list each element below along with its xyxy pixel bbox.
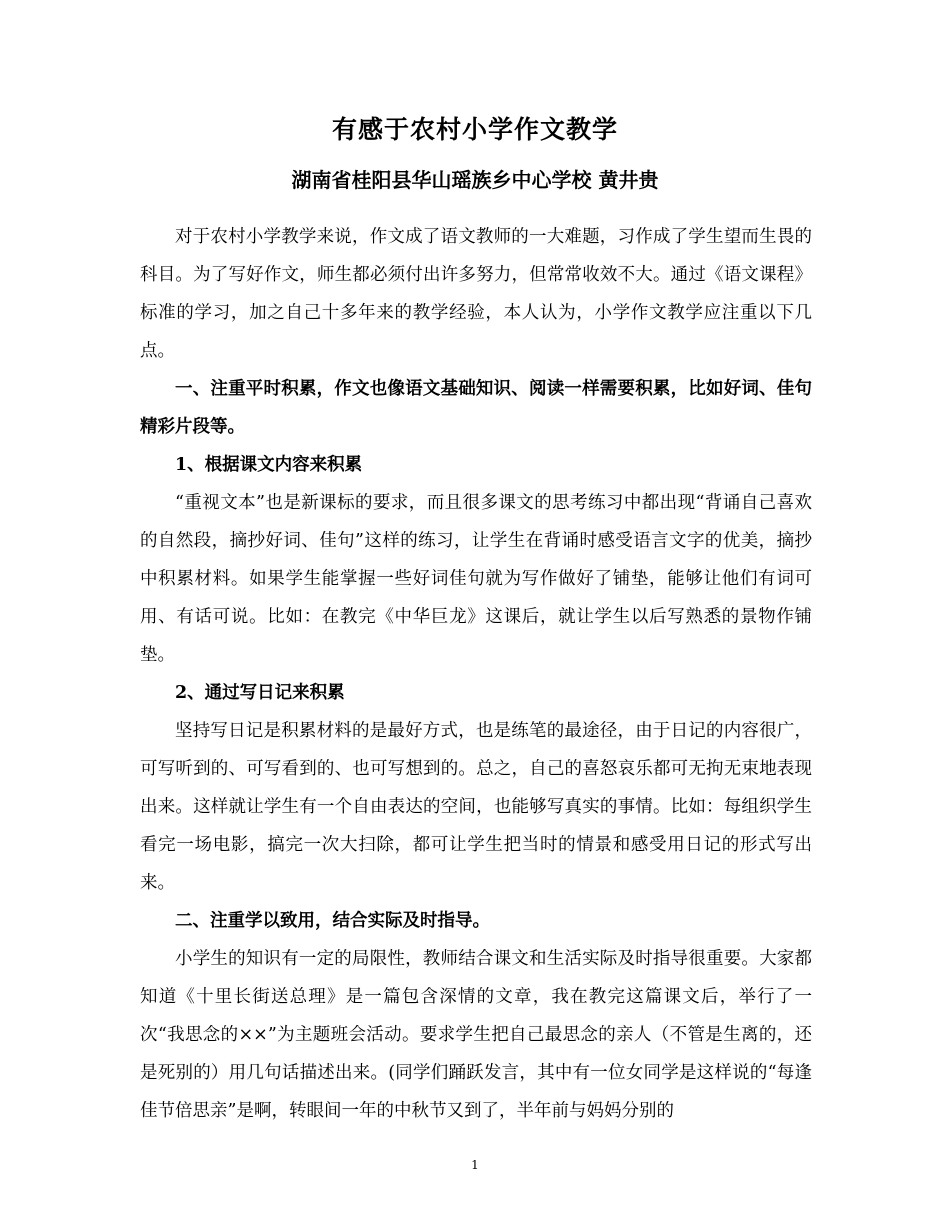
document-body <box>140 218 812 1130</box>
body-paragraph-1: “重视文本”也是新课标的要求，而且很多课文的思考练习中都出现“背诵自己喜欢的自然段，摘抄好词、佳句”这样的练习，让学生在背诵时感受语言文字的优美，摘抄中积累材料。如果学生能掌握一些好词佳句就为写作做好了铺垫，能够让他们有词可用、有话可说。比如：在教完《中华巨龙》这课后，就让学生以后写熟悉的景物作铺垫。 <box>140 493 812 665</box>
section-heading-1: 一、注重平时积累，作文也像语文基础知识、阅读一样需要积累，比如好词、佳句精彩片段等。 <box>140 379 812 437</box>
subsection-heading-2: 2、通过写日记来积累 <box>175 683 345 703</box>
subsection-heading-1: 1、根据课文内容来积累 <box>175 455 363 475</box>
page-number: 1 <box>471 1158 479 1172</box>
page-title: 有感于农村小学作文教学 <box>331 115 618 144</box>
intro-paragraph: 对于农村小学教学来说，作文成了语文教师的一大难题，习作成了学生望而生畏的科目。为了写好作文，师生都必须付出许多努力，但常常收效不大。通过《语文课程》标准的学习，加之自己十多年来的教学经验，本人认为，小学作文教学应注重以下几点。 <box>140 227 812 361</box>
section-heading-2: 二、注重学以致用，结合实际及时指导。 <box>175 911 490 931</box>
body-paragraph-2: 坚持写日记是积累材料的是最好方式，也是练笔的最途径，由于日记的内容很广，可写听到的、可写看到的、也可写想到的。总之，自己的喜怒哀乐都可无拘无束地表现出来。这样就让学生有一个自由表达的空间，也能够写真实的事情。比如：每组织学生看完一场电影，搞完一次大扫除，都可让学生把当时的情景和感受用日记的形式写出来。 <box>140 721 812 893</box>
author-line: 湖南省桂阳县华山瑶族乡中心学校 黄井贵 <box>291 168 659 192</box>
body-paragraph-3: 小学生的知识有一定的局限性，教师结合课文和生活实际及时指导很重要。大家都知道《十里长街送总理》是一篇包含深情的文章，我在教完这篇课文后，举行了一次“我思念的××”为主题班会活动。要求学生把自己最思念的亲人（不管是生离的，还是死别的）用几句话描述出来。(同学们踊跃发言，其中有一位女同学是这样说的“每逢佳节倍思亲”是啊，转眼间一年的中秋节又到了，半年前与妈妈分别的 <box>140 949 812 1121</box>
